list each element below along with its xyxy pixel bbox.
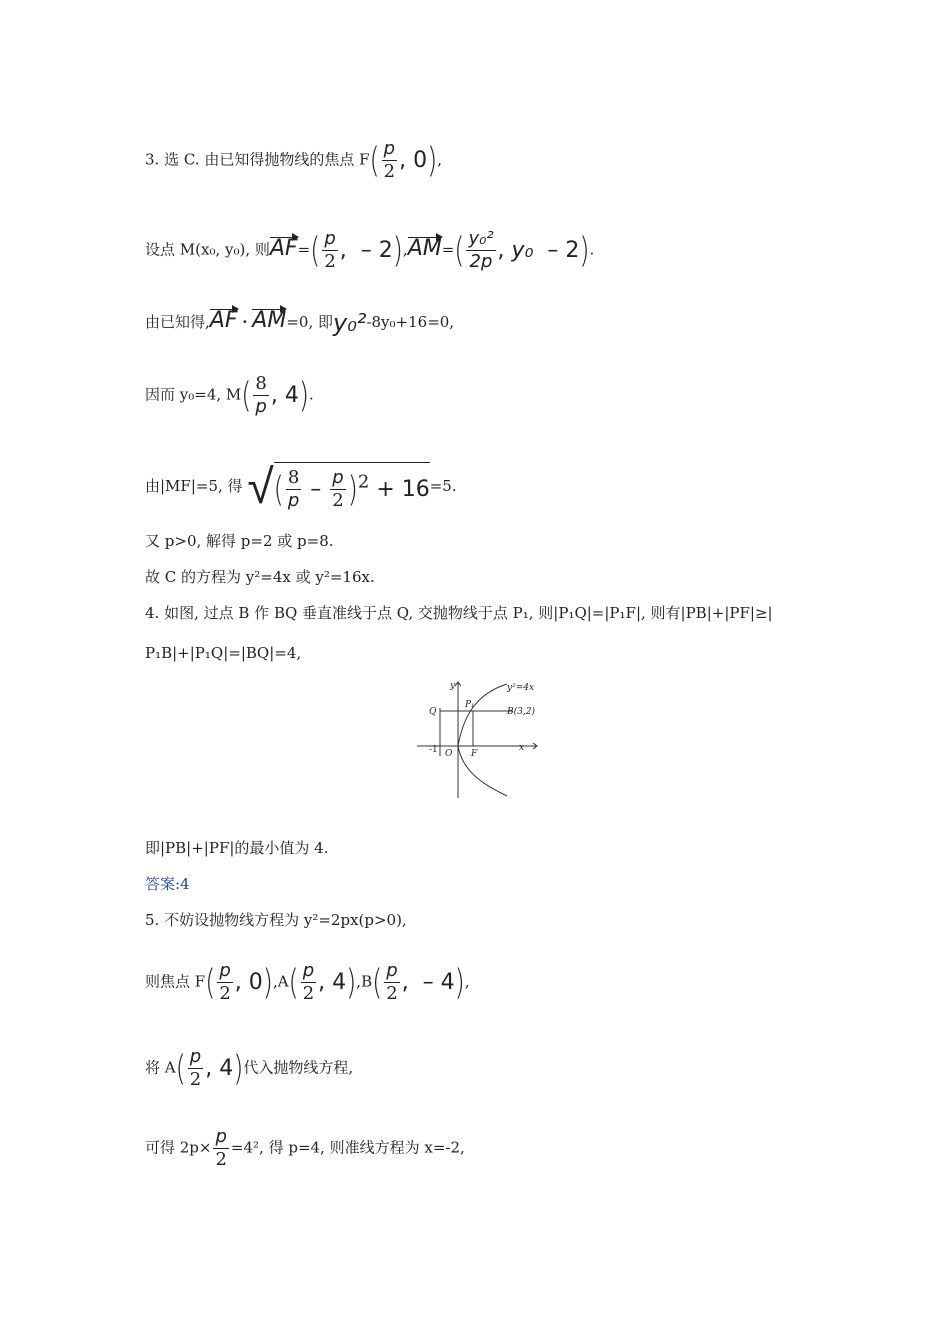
q4-line3: 即|PB|+|PF|的最小值为 4. (145, 839, 329, 857)
q5-line1: 5. 不妨设抛物线方程为 y²=2px(p>0), (145, 911, 407, 929)
q3-line1: 3. 选 C. 由已知得抛物线的焦点 F( $\frac{p}{2}$ , 0), (145, 138, 443, 182)
q3-line5: 由|MF|=5, 得 √( $\frac{8}{p}$ – $\frac{p}{2}$ )$^2$ + 16=5. (145, 459, 457, 515)
parabola-figure (415, 678, 545, 800)
q4-line1: 4. 如图, 过点 B 作 BQ 垂直准线于点 Q, 交抛物线于点 P₁, 则|P₁Q|=|P₁F|, 则有|PB|+|PF|≥| (145, 604, 773, 622)
p1-label: P₁ (465, 700, 475, 710)
q5-line4-text: 可得 2p× (145, 1138, 212, 1157)
q3-line4: 因而 y₀=4, M( $\frac{8}{p}$ , 4). (145, 373, 314, 417)
q5-line4: 可得 2p× $\frac{p}{2}$ =4², 得 p=4, 则准线方程为 x=-2, (145, 1126, 465, 1170)
answer: 答案:4 (145, 875, 190, 893)
x-label: x (519, 743, 525, 753)
q3-line3-text: 由已知得, (145, 313, 210, 331)
q5-line2-text: 则焦点 F (145, 972, 206, 991)
q3-line2-text: 设点 M(x₀, y₀), 则 (145, 240, 270, 259)
vector-af: AF (210, 305, 238, 331)
q3-line4-text: 因而 y₀=4, M (145, 385, 242, 404)
q3-line5-text: 由|MF|=5, 得 (145, 477, 243, 495)
vector-am: AM (408, 233, 442, 259)
q3-line2: 设点 M(x₀, y₀), 则AF=( $\frac{p}{2}$ , – 2),AM=( $\frac{\text{y₀²}}{2p}$ , y₀ – 2). (145, 228, 595, 272)
q5-line3: 将 A( $\frac{p}{2}$ , 4)代入抛物线方程, (145, 1046, 354, 1090)
vector-af: AF (270, 233, 298, 259)
q3-line1-text: 3. 选 C. 由已知得抛物线的焦点 F (145, 150, 370, 169)
f-label: F (471, 749, 478, 759)
q3-line6: 又 p>0, 解得 p=2 或 p=8. (145, 532, 334, 550)
vector-am: AM (252, 305, 286, 331)
b-label: B(3,2) (507, 707, 535, 717)
q-label: Q (429, 707, 437, 717)
y-label: y (450, 681, 456, 691)
q3-line7: 故 C 的方程为 y²=4x 或 y²=16x. (145, 568, 375, 586)
neg1-label: -1 (429, 745, 438, 755)
q4-line2: P₁B|+|P₁Q|=|BQ|=4, (145, 644, 302, 662)
fraction: $\frac{p}{2}$ (383, 138, 396, 182)
q3-line3: 由已知得,AF · AM=0, 即y₀²-8y₀+16=0, (145, 305, 454, 333)
q5-line2: 则焦点 F( $\frac{p}{2}$ , 0),A( $\frac{p}{2}$ , 4),B( $\frac{p}{2}$ , – 4), (145, 960, 470, 1004)
o-label: O (445, 749, 453, 759)
q5-line3-text: 将 A (145, 1058, 176, 1077)
sqrt-expression: √( $\frac{8}{p}$ – $\frac{p}{2}$ )$^2$ + 16 (247, 459, 430, 515)
curve-label: y²=4x (507, 683, 535, 693)
